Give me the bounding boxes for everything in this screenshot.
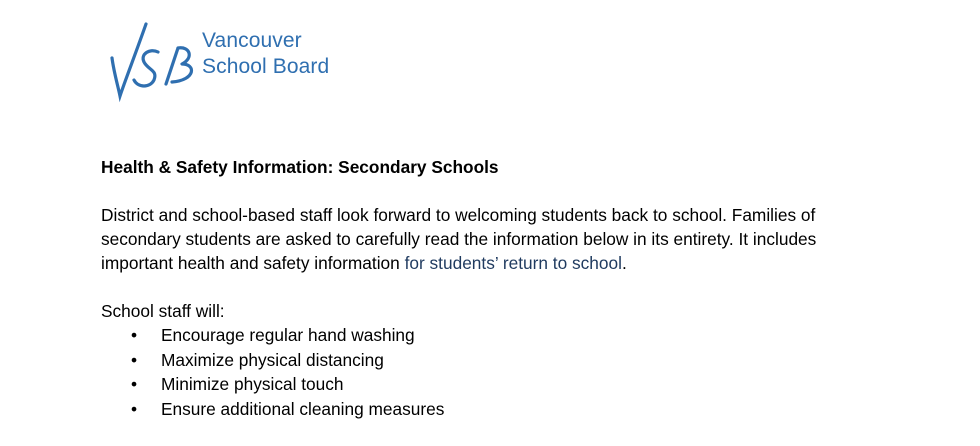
document-heading: Health & Safety Information: Secondary Schools	[101, 157, 499, 177]
logo-line-2: School Board	[202, 55, 330, 78]
bullet-icon: •	[131, 374, 138, 394]
intro-paragraph	[101, 203, 901, 275]
logo-wordmark	[202, 28, 329, 80]
vsb-monogram-icon	[106, 18, 206, 104]
paragraph-return-text: for students’ return to school	[404, 253, 622, 273]
vsb-logo	[106, 18, 346, 104]
list-item	[101, 348, 901, 373]
logo-line-1: Vancouver	[202, 29, 302, 52]
list-item	[101, 397, 901, 422]
bullet-icon: •	[131, 325, 138, 345]
list-item-text: Maximize physical distancing	[161, 349, 384, 370]
list-item-text: Encourage regular hand washing	[161, 325, 415, 345]
bullet-icon: •	[131, 349, 138, 370]
paragraph-line-text: important health and safety information	[101, 253, 405, 273]
paragraph-line	[101, 251, 901, 275]
staff-measures-list	[101, 323, 901, 421]
list-item	[101, 372, 901, 397]
paragraph-line: secondary students are asked to carefully read the information below in its entirety. It includes	[101, 229, 817, 249]
paragraph-line: District and school-based staff look forward to welcoming students back to school. Families of	[101, 205, 816, 225]
bullet-icon: •	[131, 398, 138, 419]
list-item-text: Ensure additional cleaning measures	[161, 398, 445, 419]
list-intro: School staff will:	[101, 301, 225, 321]
paragraph-period: .	[621, 253, 627, 273]
list-item-text: Minimize physical touch	[161, 374, 344, 394]
list-item	[101, 323, 901, 348]
document-body	[101, 155, 901, 421]
